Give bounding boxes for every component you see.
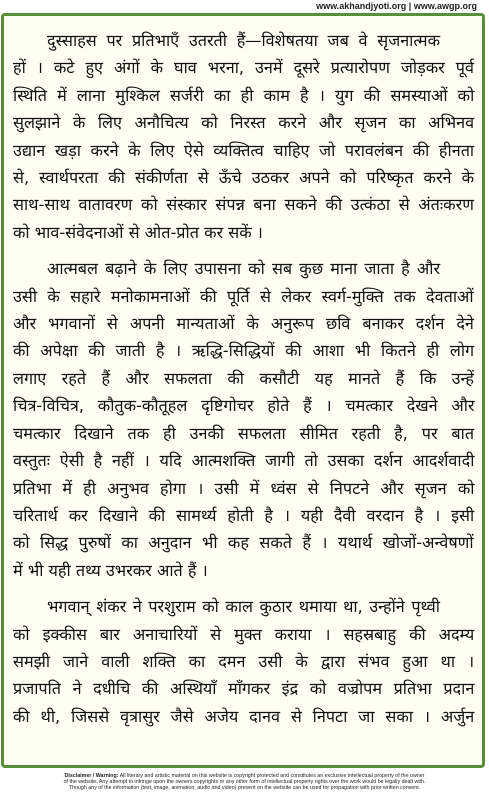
disclaimer-text-3: Though any of the information (text, image, animation, audio and video) present on the website can be used for propagation with prior written consent.: [68, 785, 421, 792]
paragraph-1: [4, 27, 482, 246]
text-line: को भाव-संवेदनाओं से ओत-प्रोत कर सकें ।: [13, 222, 263, 242]
text-line: को सिद्ध पुरुषों का अनुदान भी कह सकते हैं । यथार्थ खोजों-अन्वेषणों: [13, 533, 474, 553]
text-line: चमत्कार दिखाने तक ही उनकी सफलता सीमित रहती है, पर बात: [13, 423, 475, 443]
text-frame: [1, 13, 485, 768]
disclaimer-text-1: All literary and artistic material on this website is copyright protected and constitutes an exclusive intellectual property of the owner: [119, 773, 425, 779]
text-line: दुस्साहस पर प्रतिभाएँ उतरती हैं—विशेषतया जब वे सृजनात्मक: [47, 31, 441, 50]
text-line: सुलझाने के लिए अनौचित्य को निरस्त करने और सृजन का अभिनव: [13, 113, 475, 133]
text-line: प्रजापति ने दधीचि की अस्थियाँ माँगकर इंद्र को वज्रोपम प्रतिभा प्रदान: [13, 679, 475, 699]
text-line: को इक्कीस बार अनाचारियों से मुक्त कराया । सहस्रबाहु की अदम्य: [13, 624, 475, 644]
text-line: साथ-साथ वातावरण को संस्कार संपन्न बना सकने की उत्कंठा से अंतःकरण: [13, 195, 474, 215]
disclaimer-footer: [0, 773, 489, 792]
text-line: स्थिति में लाना मुश्किल सर्जरी का ही काम है । युग की समस्याओं को: [13, 85, 475, 105]
disclaimer-label: Disclaimer / Warning:: [64, 773, 119, 779]
text-line: की थी, जिससे वृत्रासुर जैसे अजेय दानव से निपटा जा सका । अर्जुन: [13, 706, 475, 726]
site-links-header: www.akhandjyoti.org | www.awgp.org: [316, 1, 477, 11]
text-line: की अपेक्षा की जाती है । ऋद्धि-सिद्धियों की आशा भी कितने ही लोग: [13, 341, 475, 361]
text-line: लगाए रहते हैं और सफलता की कसौटी यह मानते हैं कि उन्हें: [13, 368, 474, 388]
text-line: उसी के सहारे मनोकामनाओं की पूर्ति से लेकर स्वर्ग-मुक्ति तक देवताओं: [13, 286, 474, 306]
text-line: भगवान् शंकर ने परशुराम को काल कुठार थमाया था, उन्होंने पृथ्वी: [47, 597, 440, 617]
paragraph-3: [4, 593, 482, 730]
paragraph-2: [4, 255, 482, 584]
text-line: और भगवानों से अपनी मान्यताओं के अनुरूप छवि बनाकर दर्शन देने: [13, 314, 474, 334]
text-line: समझी जाने वाली शक्ति का दमन उसी के द्वारा संभव हुआ था ।: [13, 651, 475, 671]
text-line: से, स्वार्थपरता की संकीर्णता से ऊँचे उठकर अपने को परिष्कृत करने के: [13, 168, 475, 188]
disclaimer-text-2: of the website. Any attempt to infringe upon the owners copyrights or any other form of intellectual property rights over the work would be legally dealt with.: [63, 779, 426, 786]
text-line: चरितार्थ कर दिखाने की सामर्थ्य होती है । यही दैवी वरदान है । इसी: [13, 505, 475, 525]
text-line: प्रतिभा में ही अनुभव होगा । उसी में ध्वंस से निपटने और सृजन को: [13, 478, 475, 498]
text-line: चित्र-विचित्र, कौतुक-कौतूहल दृष्टिगोचर होते हैं । चमत्कार देखने और: [13, 396, 475, 416]
text-line: वस्तुतः ऐसी है नहीं । यदि आत्मशक्ति जागी तो उसका दर्शन आदर्शवादी: [13, 451, 475, 471]
text-line: उद्यान खड़ा करने के लिए ऐसे व्यक्तित्व चाहिए जो परावलंबन की हीनता: [13, 140, 475, 160]
text-line: आत्मबल बढ़ाने के लिए उपासना को सब कुछ माना जाता है और: [47, 259, 441, 279]
text-line: में भी यही तथ्य उभरकर आते हैं ।: [13, 560, 208, 580]
text-line: हों । कटे हुए अंगों के घाव भरना, उनमें दूसरे प्रत्यारोपण जोड़कर पूर्व: [13, 58, 474, 78]
